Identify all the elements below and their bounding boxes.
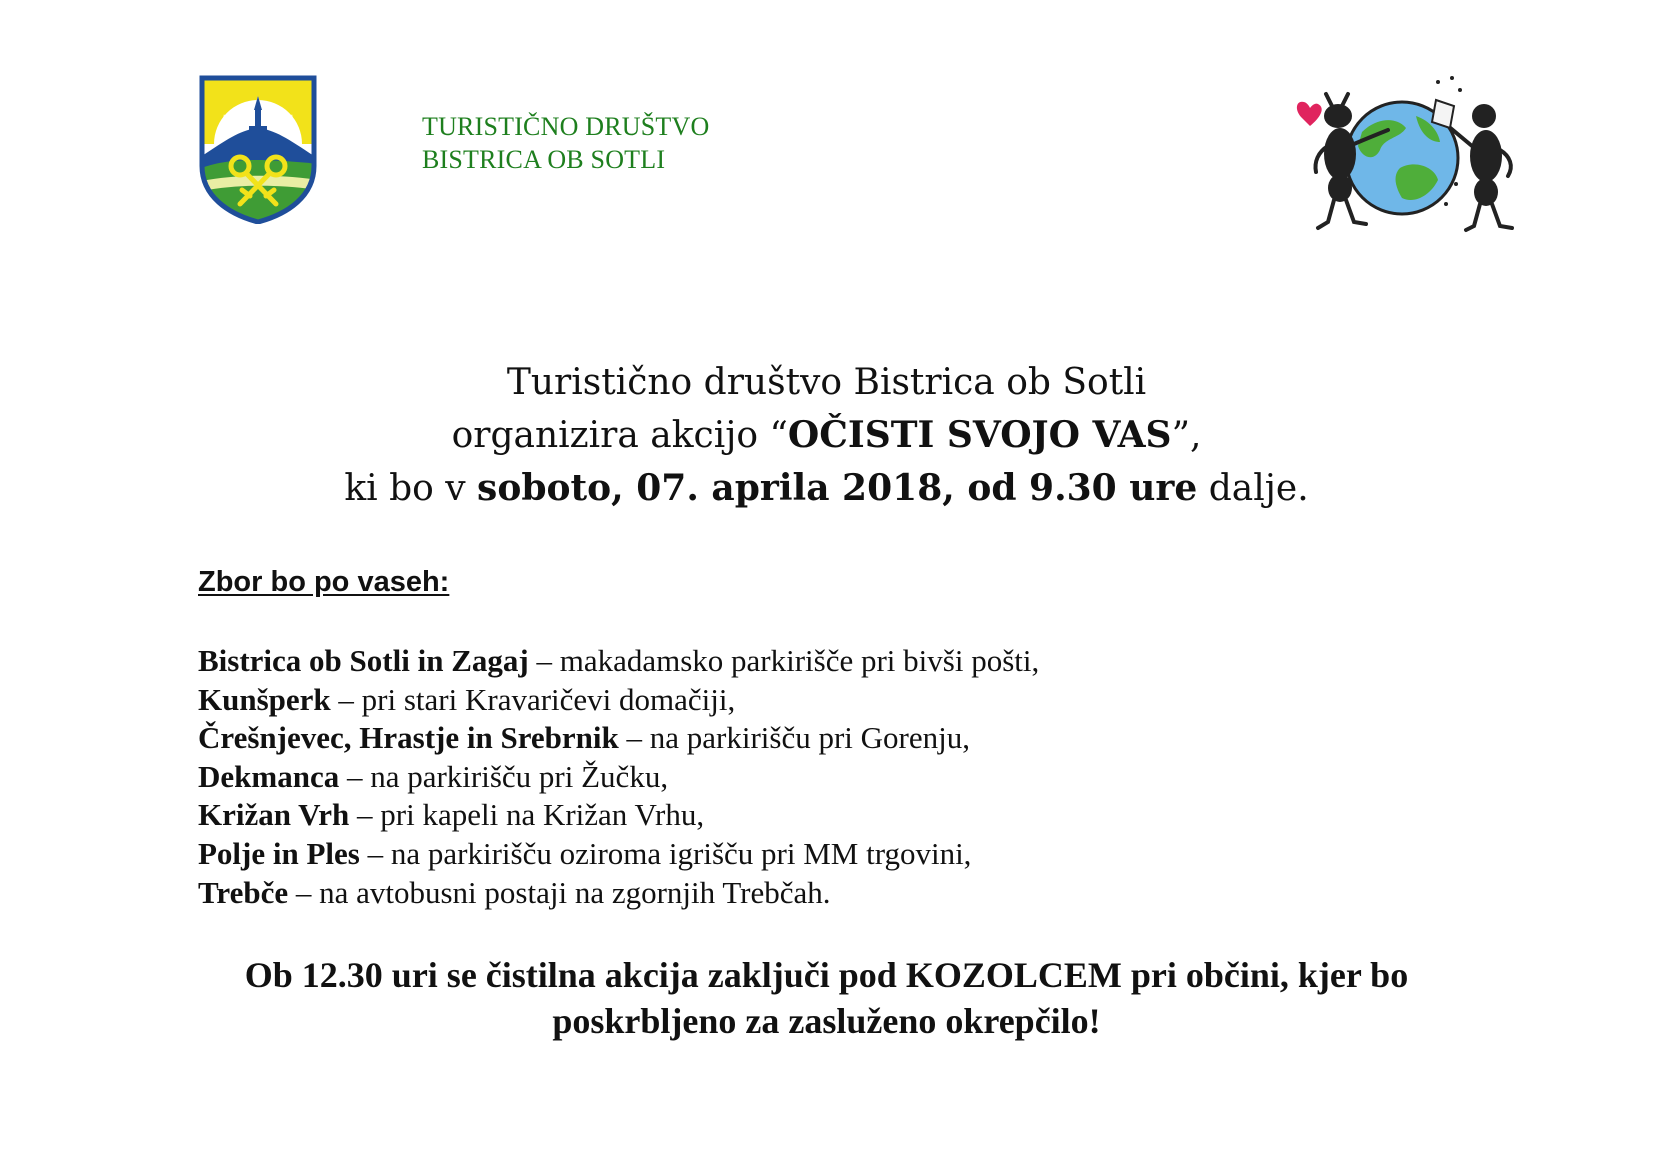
section-heading: Zbor bo po vaseh: (198, 566, 450, 598)
organization-name (422, 110, 709, 176)
event-headline (0, 356, 1653, 515)
village-names: Dekmanca (198, 758, 340, 794)
list-item (198, 681, 1039, 720)
meeting-location: – pri stari Kravaričevi domačiji, (330, 681, 736, 717)
headline-line-3-suffix: dalje. (1197, 468, 1309, 509)
headline-line-3 (0, 462, 1653, 515)
organization-name-line-2: BISTRICA OB SOTLI (422, 145, 666, 174)
list-item (198, 874, 1039, 913)
meeting-location: – na parkirišču pri Gorenju, (618, 720, 970, 756)
village-names: Črešnjevec, Hrastje in Srebrnik (198, 720, 619, 756)
closing-line-1: Ob 12.30 uri se čistilna akcija zaključi pod KOZOLCEM pri občini, kjer bo (244, 955, 1409, 995)
headline-line-1: Turistično društvo Bistrica ob Sotli (506, 362, 1147, 403)
gathering-points-list (198, 642, 1039, 912)
list-item (198, 835, 1039, 874)
meeting-location: – na avtobusni postaji na zgornjih Trebčah. (288, 874, 831, 910)
closing-note (0, 952, 1653, 1044)
closing-line-2: poskrbljeno za zasluženo okrepčilo! (552, 1001, 1101, 1041)
headline-line-2-prefix: organizira akcijo “ (451, 415, 788, 456)
meeting-location: – na parkirišču pri Žučku, (339, 758, 669, 794)
coat-of-arms-icon (196, 74, 320, 224)
action-name: OČISTI SVOJO VAS (787, 414, 1172, 456)
list-item (198, 796, 1039, 835)
meeting-location: – na parkirišču oziroma igrišču pri MM trgovini, (359, 835, 972, 871)
meeting-location: – pri kapeli na Križan Vrhu, (349, 797, 705, 833)
list-item (198, 758, 1039, 797)
village-names: Polje in Ples (198, 835, 360, 871)
event-date-time: soboto, 07. aprila 2018, od 9.30 ure (477, 467, 1198, 509)
organization-name-line-1: TURISTIČNO DRUŠTVO (422, 112, 710, 141)
earth-cleaning-figures-icon (1288, 72, 1520, 244)
village-names: Trebče (198, 874, 289, 910)
list-item (198, 642, 1039, 681)
village-names: Bistrica ob Sotli in Zagaj (198, 643, 529, 678)
headline-line-3-prefix: ki bo v (344, 468, 478, 509)
list-item (198, 719, 1039, 758)
village-names: Križan Vrh (198, 797, 350, 833)
headline-line-2-suffix: ”, (1171, 415, 1202, 456)
headline-line-2 (0, 409, 1653, 462)
meeting-location: – makadamsko parkirišče pri bivši pošti, (528, 643, 1040, 678)
village-names: Kunšperk (198, 681, 331, 717)
